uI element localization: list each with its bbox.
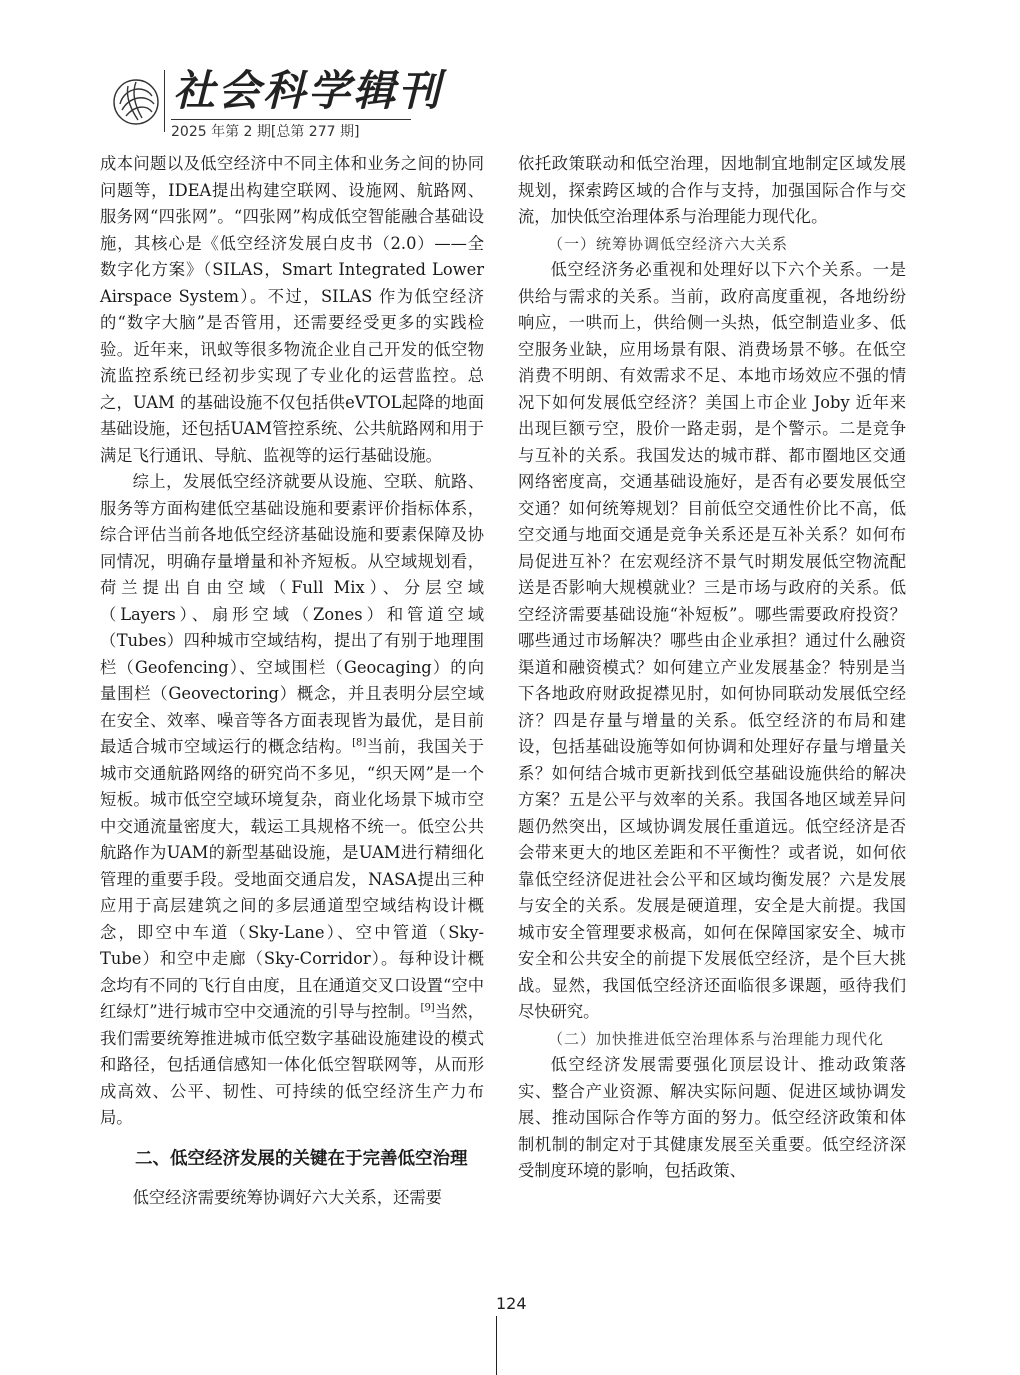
section-heading: 二、低空经济发展的关键在于完善低空治理 xyxy=(135,1148,468,1169)
right-column xyxy=(518,151,906,1185)
paragraph-text: 当然，我们需要统筹推进城市低空数字基础设施建设的模式和路径，包括通信感知一体化低空智联网等，从而形成高效、公平、韧性、可持续的低空经济生产力布局。 xyxy=(100,1002,484,1127)
paragraph xyxy=(100,469,484,1132)
paragraph: 低空经济发展需要强化顶层设计、推动政策落实、整合产业资源、解决实际问题、促进区域协调发展、推动国际合作等方面的努力。低空经济政策和体制机制的制定对于其健康发展至关重要。低空经济深受制度环境的影响，包括政策、 xyxy=(518,1055,906,1180)
paragraph: 低空经济需要统筹协调好六大关系，还需要 xyxy=(132,1187,442,1207)
paragraph: 成本问题以及低空经济中不同主体和业务之间的协同问题等，IDEA提出构建空联网、设施网、航路网、服务网“四张网”。“四张网”构成低空智能融合基础设施，其核心是《低空经济发展白皮书（2.0）——全数字化方案》（SILAS，Smart Integrated Lower Airspace System）。不过，SILAS 作为低空经济的“数字大脑”是否管用，还需要经受更多的实践检验。近年来，讯蚁等很多物流企业自己开发的低空物流监控系统已经初步实现了专业化的运营监控。总之，UAM 的基础设施不仅包括供eVTOL起降的地面基础设施，还包括UAM管控系统、公共航路网和用于满足飞行通讯、导航、监视等的运行基础设施。 xyxy=(100,154,484,465)
subsection-heading: （一）统筹协调低空经济六大关系 xyxy=(548,234,789,253)
citation-8[interactable]: [8] xyxy=(352,737,367,749)
issue-info: 2025 年第 2 期[总第 277 期] xyxy=(171,119,411,141)
journal-logo-icon xyxy=(108,74,164,130)
paragraph: 低空经济务必重视和处理好以下六个关系。一是供给与需求的关系。当前，政府高度重视，各地纷纷响应，一哄而上，供给侧一头热，低空制造业多、低空服务业缺，应用场景有限、消费场景不够。在低空消费不明朗、有效需求不足、本地市场效应不强的情况下如何发展低空经济？美国上市企业 Joby 近年来出现巨额亏空，股价一路走弱，是个警示。二是竞争与互补的关系。我国发达的城市群、都市圈地区交通网络密度高，交通基础设施好，是否有必要发展低空交通？如何统筹规划？目前低空交通性价比不高，低空交通与地面交通是竞争关系还是互补关系？如何布局促进互补？在宏观经济不景气时期发展低空物流配送是否影响大规模就业？三是市场与政府的关系。低空经济需要基础设施“补短板”。哪些需要政府投资？哪些通过市场解决？哪些由企业承担？通过什么融资渠道和融资模式？如何建立产业发展基金？特别是当下各地政府财政捉襟见肘，如何协同联动发展低空经济？四是存量与增量的关系。低空经济的布局和建设，包括基础设施等如何协调和处理好存量与增量关系？如何结合城市更新找到低空基础设施供给的解决方案？五是公平与效率的关系。我国各地区域差异问题仍然突出，区域协调发展任重道远。低空经济是否会带来更大的地区差距和不平衡性？或者说，如何依靠低空经济促进社会公平和区域均衡发展？六是发展与安全的关系。发展是硬道理，安全是大前提。我国城市安全管理要求极高，如何在保障国家安全、城市安全和公共安全的前提下发展低空经济，是个巨大挑战。显然，我国低空经济还面临很多课题，亟待我们尽快研究。 xyxy=(518,260,906,1021)
journal-title: 社会科学辑刊 xyxy=(173,66,444,115)
subsection-heading: （二）加快推进低空治理体系与治理能力现代化 xyxy=(548,1029,885,1048)
paragraph-text: 当前，我国关于城市交通航路网络的研究尚不多见，“织天网”是一个短板。城市低空空域环境复杂，商业化场景下城市空中交通流量密度大，载运工具规格不统一。低空公共航路作为UAM的新型基础设施，是UAM进行精细化管理的重要手段。受地面交通启发，NASA提出三种应用于高层建筑之间的多层通道型空域结构设计概念，即空中车道（Sky-Lane）、空中管道（Sky-Tube）和空中走廊（Sky-Corridor）。每种设计概念均有不同的飞行自由度，且在通道交叉口设置“空中红绿灯”进行城市空中交通流的引导与控制。 xyxy=(100,737,484,1021)
page-number: 124 xyxy=(496,1294,527,1313)
left-column xyxy=(100,151,484,1211)
paragraph: 依托政策联动和低空治理，因地制宜地制定区域发展规划，探索跨区域的合作与支持，加强国际合作与交流，加快低空治理体系与治理能力现代化。 xyxy=(518,154,906,226)
paragraph-text: 综上，发展低空经济就要从设施、空联、航路、服务等方面构建低空基础设施和要素评价指标体系，综合评估当前各地低空经济基础设施和要素保障及协同情况，明确存量增量和补齐短板。从空域规划看，荷兰提出自由空域（Full Mix）、分层空域（Layers）、扇形空域（Zones）和管道空域（Tubes）四种城市空域结构，提出了有别于地理围栏（Geofencing）、空域围栏（Geocaging）的向量围栏（Geovectoring）概念，并且表明分层空域在安全、效率、噪音等各方面表现皆为最优，是目前最适合城市空域运行的概念结构。 xyxy=(100,472,484,756)
header-divider xyxy=(164,70,165,132)
column-divider xyxy=(496,1316,497,1375)
citation-9[interactable]: [9] xyxy=(420,1002,435,1014)
